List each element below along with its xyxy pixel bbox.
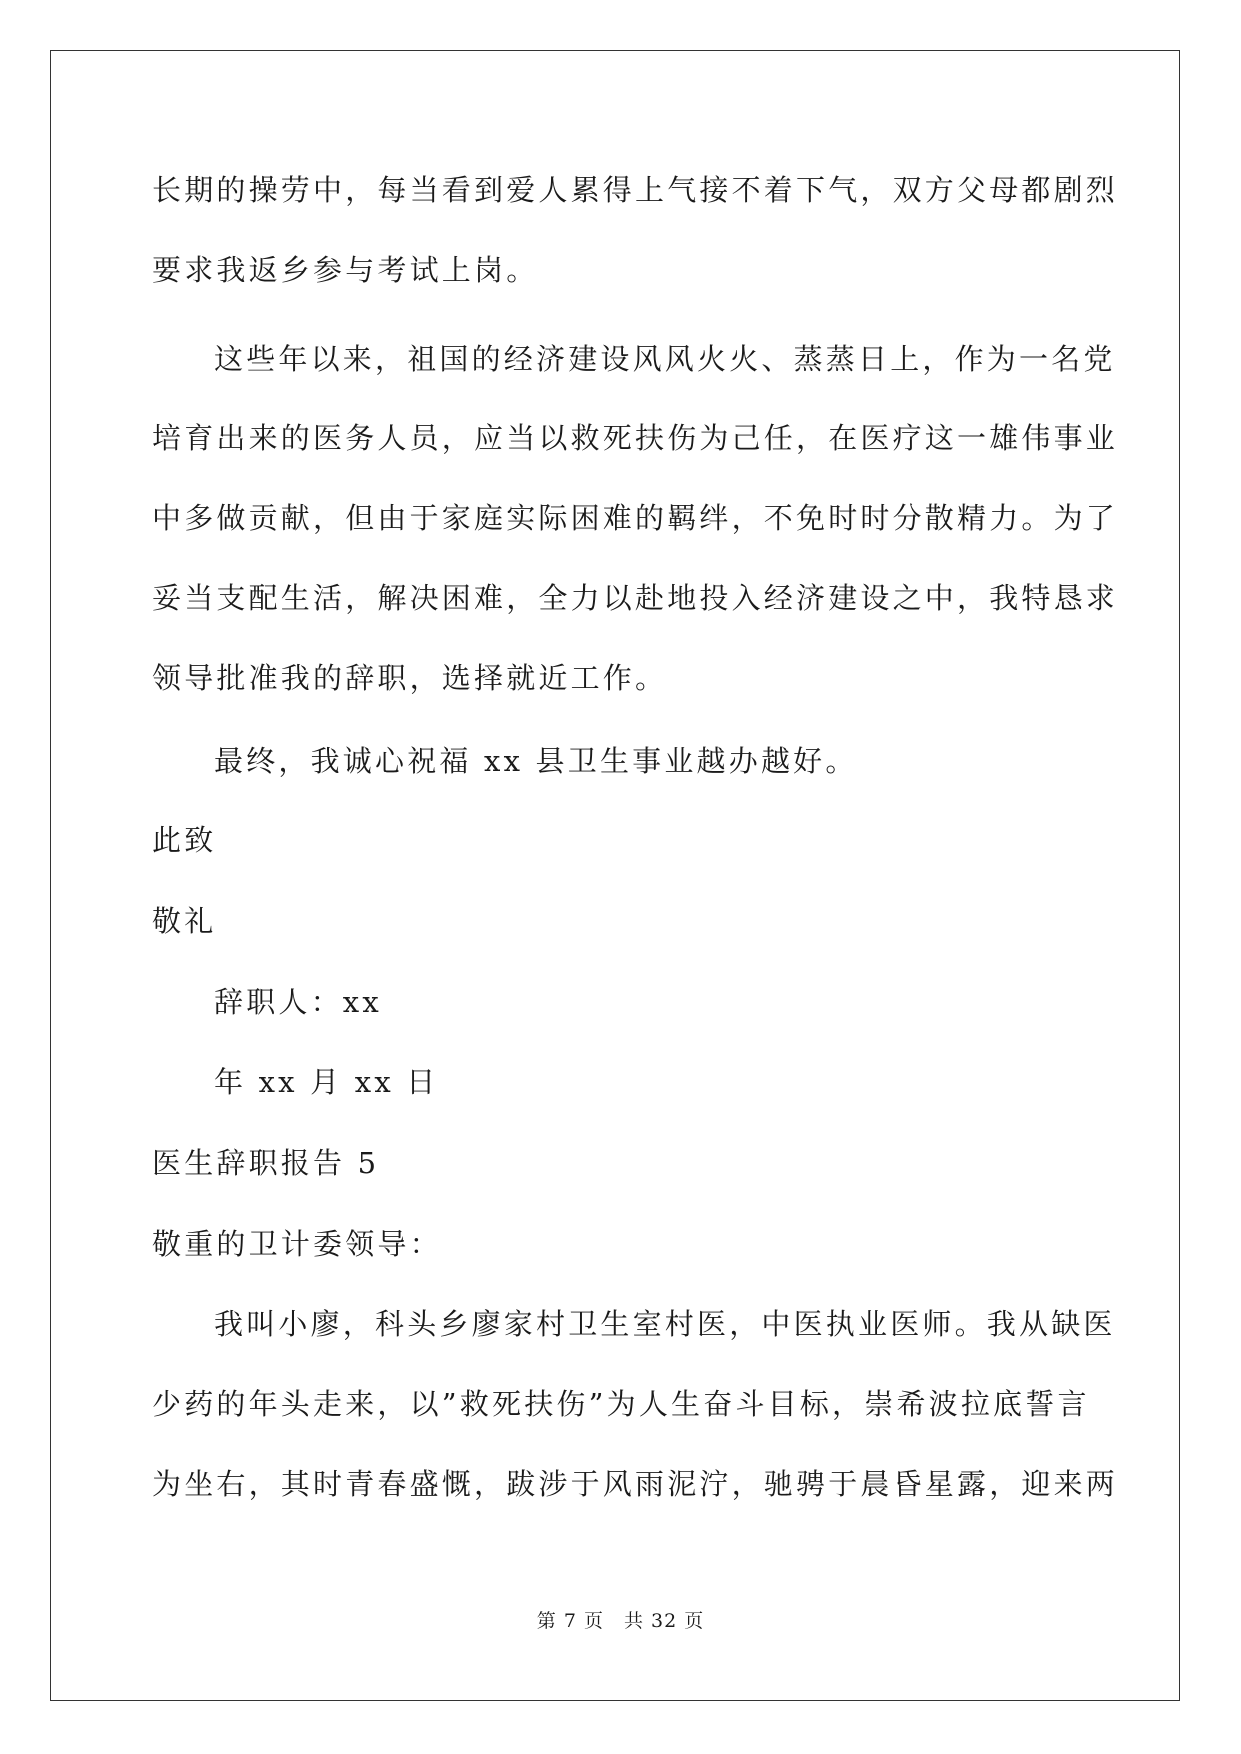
body-text-line: 少药的年头走来，以”救死扶伤”为人生奋斗目标，崇希波拉底誓言 bbox=[152, 1387, 1090, 1421]
body-text-line: 妥当支配生活，解决困难，全力以赴地投入经济建设之中，我特恳求 bbox=[152, 581, 1119, 615]
salutation-cizhi: 此致 bbox=[152, 823, 217, 857]
date-line: 年 xx 月 xx 日 bbox=[214, 1065, 439, 1099]
closing-wish-line: 最终，我诚心祝福 xx 县卫生事业越办越好。 bbox=[214, 744, 858, 778]
body-text-line: 领导批准我的辞职，选择就近工作。 bbox=[152, 661, 668, 695]
paragraph-start-line: 我叫小廖，科头乡廖家村卫生室村医，中医执业医师。我从缺医 bbox=[214, 1307, 1116, 1341]
greeting-line: 敬重的卫计委领导： bbox=[152, 1227, 442, 1261]
body-text-line: 培育出来的医务人员，应当以救死扶伤为己任，在医疗这一雄伟事业 bbox=[152, 421, 1119, 455]
body-text-line: 为坐右，其时青春盛慨，跋涉于风雨泥泞，驰骋于晨昏星露，迎来两 bbox=[152, 1467, 1119, 1501]
body-text-line: 中多做贡献，但由于家庭实际困难的羁绊，不免时时分散精力。为了 bbox=[152, 501, 1119, 535]
signature-line: 辞职人：xx bbox=[214, 985, 382, 1019]
page-border bbox=[50, 50, 1180, 1701]
body-text-line: 要求我返乡参与考试上岗。 bbox=[152, 253, 539, 287]
section-title: 医生辞职报告 5 bbox=[152, 1146, 380, 1180]
salutation-jingli: 敬礼 bbox=[152, 904, 217, 938]
page-footer: 第 7 页 共 32 页 bbox=[536, 1610, 705, 1632]
body-text-line: 长期的操劳中，每当看到爱人累得上气接不着下气，双方父母都剧烈 bbox=[152, 173, 1119, 207]
paragraph-start-line: 这些年以来，祖国的经济建设风风火火、蒸蒸日上，作为一名党 bbox=[214, 342, 1116, 376]
